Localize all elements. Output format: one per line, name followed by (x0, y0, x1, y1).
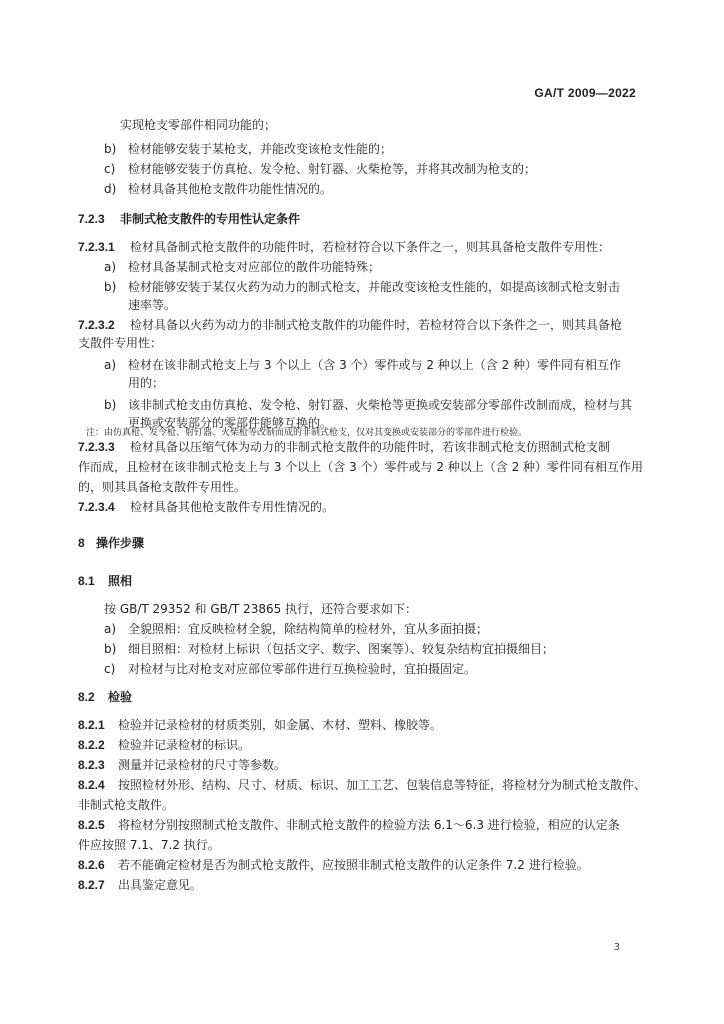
list-item-a: a) 检材在该非制式枪支上与 3 个以上（含 3 个）零件或与 2 种以上（含 2 种）零件同有相互作 (104, 358, 622, 372)
list-item-b: b) 该非制式枪支由仿真枪、发令枪、射钉器、火柴枪等更换或安装部分零部件改制而成，检材与其 (104, 398, 633, 412)
clause-8-2-6: 8.2.6 若不能确定检材是否为制式枪支散件，应按照非制式枪支散件的认定条件 7.2 进行检验。 (78, 858, 589, 872)
text-line: 用的； (128, 376, 165, 390)
list-item-b: b) 检材能够安装于某枪支，并能改变该枪支性能的； (104, 142, 393, 156)
clause-7-2-3-1: 7.2.3.1 检材具备制式枪支散件的功能件时，若检材符合以下条件之一，则其具备枪支散件专用性： (78, 240, 611, 254)
clause-7-2-3-2: 7.2.3.2 检材具备以火药为动力的非制式枪支散件的功能件时，若检材符合以下条件之一，则其具备枪 (78, 318, 623, 332)
text-line: 的，则其具备枪支散件专用性。 (78, 480, 247, 494)
text-line: 更换或安装部分的零部件能够互换的。 (128, 416, 333, 430)
clause-7-2-3-4: 7.2.3.4 检材具备其他枪支散件专用性情况的。 (78, 500, 335, 514)
list-item-a: a) 全貌照相：宜反映检材全貌，除结构简单的检材外，宜从多面拍摄； (104, 622, 489, 636)
text-line: 件应按照 7.1、7.2 执行。 (78, 838, 220, 852)
list-item-a: a) 检材具备某制式枪支对应部位的散件功能特殊； (104, 260, 381, 274)
text-line: 非制式枪支散件。 (78, 798, 175, 812)
clause-8-2-2: 8.2.2 检验并记录检材的标识。 (78, 738, 251, 752)
list-item-c: c) 对检材与比对枪支对应部位零部件进行互换检验时，宜拍摄固定。 (104, 662, 477, 676)
list-item-c: c) 检材能够安装于仿真枪、发令枪、射钉器、火柴枪等，并将其改制为枪支的； (104, 162, 537, 176)
section-heading-7-2-3: 7.2.3 非制式枪支散件的专用性认定条件 (78, 212, 301, 226)
clause-7-2-3-3: 7.2.3.3 检材具备以压缩气体为动力的非制式枪支散件的功能件时，若该非制式枪支仿照制式枪支制 (78, 440, 611, 454)
clause-8-2-1: 8.2.1 检验并记录检材的材质类别，如金属、木材、塑料、橡胶等。 (78, 718, 443, 732)
section-heading-8-1: 8.1 照相 (78, 574, 133, 588)
list-item-b: b) 细目照相：对检材上标识（包括文字、数字、图案等）、较复杂结构宜拍摄细目； (104, 642, 555, 656)
text-line: 支散件专用性： (78, 336, 163, 350)
text-line: 作而成，且检材在该非制式枪支上与 3 个以上（含 3 个）零件或与 2 种以上（含 2 种）零件同有相互作用 (78, 460, 644, 474)
list-item-d: d) 检材具备其他枪支散件功能性情况的。 (104, 182, 333, 196)
document-code-header: GA/T 2009—2022 (534, 86, 636, 100)
list-item-b: b) 检材能够安装于某仅火药为动力的制式枪支，并能改变该枪支性能的，如提高该制式枪支射击 (104, 280, 621, 294)
clause-8-2-3: 8.2.3 测量并记录检材的尺寸等参数。 (78, 758, 287, 772)
page-number: 3 (613, 942, 620, 953)
chapter-heading-8: 8 操作步骤 (78, 536, 145, 550)
clause-8-2-5: 8.2.5 将检材分别按照制式枪支散件、非制式枪支散件的检验方法 6.1～6.3 进行检验，相应的认定条 (78, 818, 620, 832)
text-line: 按 GB/T 29352 和 GB/T 23865 执行，还符合要求如下： (104, 602, 418, 616)
clause-8-2-4: 8.2.4 按照检材外形、结构、尺寸、材质、标识、加工工艺、包装信息等特征，将检材分为制式枪支散件、 (78, 778, 647, 792)
section-heading-8-2: 8.2 检验 (78, 690, 133, 704)
clause-8-2-7: 8.2.7 出具鉴定意见。 (78, 878, 203, 892)
note: 注：由仿真枪、发令枪、射钉器、火柴枪等改制而成的非制式枪支，仅对其变换或安装部分的零部件进行检验。 (86, 428, 528, 438)
text-line: 实现枪支零部件相同功能的； (120, 118, 277, 132)
text-line: 速率等。 (128, 298, 177, 312)
